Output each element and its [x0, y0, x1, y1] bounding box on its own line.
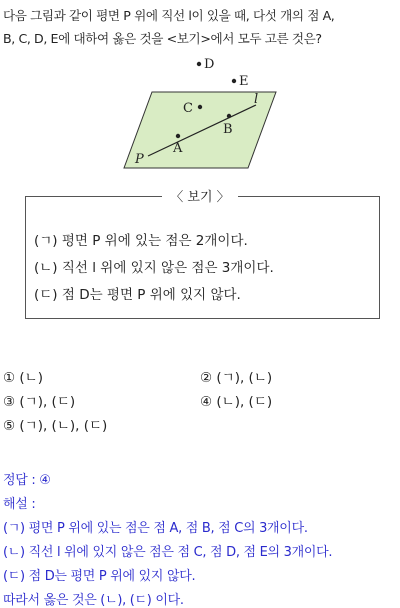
- bogi-title: [0, 186, 400, 205]
- point-c: [198, 105, 202, 109]
- bogi-item-1: (ㄱ) 평면 P 위에 있는 점은 2개이다.: [34, 233, 248, 249]
- explanation-line-3: (ㄷ) 점 D는 평면 P 위에 있지 않다.: [3, 569, 196, 584]
- question-line-1: 다음 그림과 같이 평면 P 위에 직선 l이 있을 때, 다섯 개의 점 A,: [3, 8, 335, 23]
- explanation-line-2: (ㄴ) 직선 l 위에 있지 않은 점은 점 C, 점 D, 점 E의 3개이다.: [3, 545, 333, 560]
- choice-3[interactable]: ③ (ㄱ), (ㄷ): [3, 394, 76, 410]
- label-d: D: [204, 57, 215, 72]
- label-a: A: [173, 141, 183, 156]
- label-plane-p: P: [135, 152, 144, 167]
- point-b: [227, 114, 231, 118]
- geometry-figure: [120, 54, 280, 174]
- explanation-label: 해설 :: [3, 497, 36, 512]
- bogi-item-2: (ㄴ) 직선 l 위에 있지 않은 점은 3개이다.: [34, 260, 274, 276]
- explanation-line-1: (ㄱ) 평면 P 위에 있는 점은 점 A, 점 B, 점 C의 3개이다.: [3, 521, 308, 536]
- label-b: B: [223, 122, 233, 137]
- answer-line: 정답 : ④: [3, 473, 51, 488]
- point-e: [232, 79, 236, 83]
- choice-2[interactable]: ② (ㄱ), (ㄴ): [200, 370, 273, 386]
- label-c: C: [183, 101, 193, 116]
- label-line-l: l: [254, 92, 259, 107]
- point-d: [197, 62, 201, 66]
- bogi-box: [25, 196, 380, 319]
- bogi-title-text: 〈 보기 〉: [162, 190, 237, 205]
- choice-5[interactable]: ⑤ (ㄱ), (ㄴ), (ㄷ): [3, 418, 108, 434]
- label-e: E: [239, 74, 249, 89]
- bogi-item-3: (ㄷ) 점 D는 평면 P 위에 있지 않다.: [34, 287, 241, 303]
- question-line-2: B, C, D, E에 대하여 옳은 것을 <보기>에서 모두 고른 것은?: [3, 31, 322, 46]
- choice-4[interactable]: ④ (ㄴ), (ㄷ): [200, 394, 273, 410]
- point-a: [176, 134, 180, 138]
- choice-1[interactable]: ① (ㄴ): [3, 370, 43, 386]
- question-text: [3, 4, 397, 50]
- explanation-line-4: 따라서 옳은 것은 (ㄴ), (ㄷ) 이다.: [3, 593, 184, 608]
